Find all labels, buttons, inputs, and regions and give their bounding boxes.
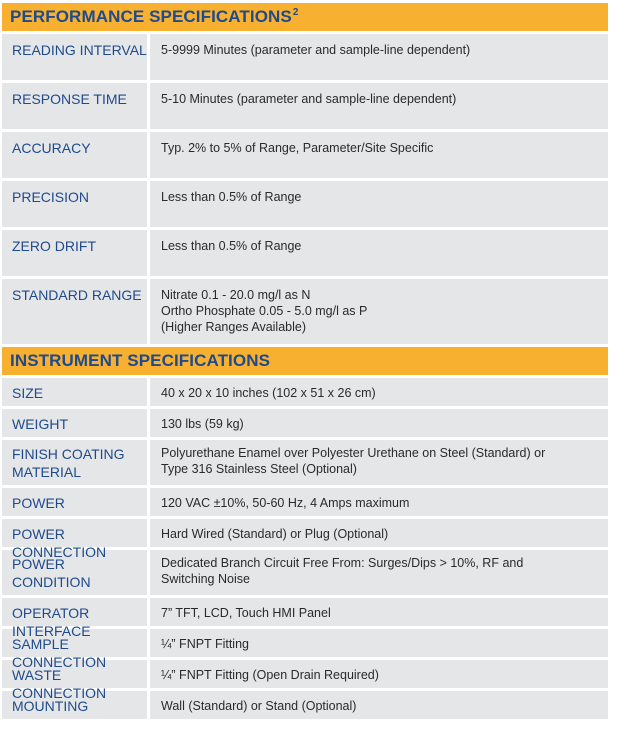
spec-value: [150, 629, 608, 657]
spec-label: OPERATOR INTERFACE: [2, 598, 150, 626]
spec-row-reading-interval: [2, 34, 608, 83]
spec-value-line: Hard Wired (Standard) or Plug (Optional): [161, 527, 389, 541]
spec-value: [150, 519, 608, 547]
spec-label-line: MATERIAL: [12, 464, 81, 480]
spec-value-line: Wall (Standard) or Stand (Optional): [161, 699, 357, 713]
spec-value-line: 40 x 20 x 10 inches (102 x 51 x 26 cm): [161, 386, 376, 400]
spec-row-operator-interface: [2, 598, 608, 639]
spec-row-response-time: [2, 83, 608, 132]
spec-value-line: Less than 0.5% of Range: [161, 190, 302, 204]
spec-value: [150, 230, 608, 276]
footnote-marker: 2: [292, 6, 299, 18]
spec-value-line: Less than 0.5% of Range: [161, 239, 302, 253]
spec-value-line: 5-9999 Minutes (parameter and sample-line dependent): [161, 43, 471, 57]
spec-value-line: Dedicated Branch Circuit Free From: Surges/Dips > 10%, RF and: [161, 556, 524, 570]
spec-row-precision: [2, 181, 608, 230]
spec-label: POWER: [2, 488, 150, 516]
spec-label: [2, 440, 150, 485]
spec-value: [150, 132, 608, 178]
spec-value-line: 120 VAC ±10%, 50-60 Hz, 4 Amps maximum: [161, 496, 410, 510]
spec-value: [150, 83, 608, 129]
spec-row-sample-connection: [2, 629, 608, 670]
spec-value: [150, 409, 608, 437]
spec-value-line: 7” TFT, LCD, Touch HMI Panel: [161, 606, 331, 620]
spec-value: [150, 488, 608, 516]
spec-row-mounting: [2, 691, 608, 722]
spec-label: ZERO DRIFT: [2, 230, 150, 276]
spec-label: RESPONSE TIME: [2, 83, 150, 129]
spec-row-weight: [2, 409, 608, 440]
performance-specifications-header: [2, 3, 608, 34]
spec-value-line: Type 316 Stainless Steel (Optional): [161, 462, 357, 476]
spec-value-line: 5-10 Minutes (parameter and sample-line dependent): [161, 92, 457, 106]
spec-row-accuracy: [2, 132, 608, 181]
spec-label: SAMPLE CONNECTION: [2, 629, 150, 657]
spec-label: WEIGHT: [2, 409, 150, 437]
spec-value-line: Nitrate 0.1 - 20.0 mg/l as N: [161, 288, 311, 302]
spec-label: ACCURACY: [2, 132, 150, 178]
spec-label: WASTE CONNECTION: [2, 660, 150, 688]
spec-value: [150, 279, 608, 344]
spec-value-line: ¼” FNPT Fitting (Open Drain Required): [161, 668, 379, 682]
spec-value: [150, 660, 608, 688]
spec-value-line: Ortho Phosphate 0.05 - 5.0 mg/l as P: [161, 304, 368, 318]
spec-label: POWER CONNECTION: [2, 519, 150, 547]
spec-row-waste-connection: [2, 660, 608, 701]
instrument-specifications-section: [2, 347, 608, 722]
spec-label: READING INTERVAL: [2, 34, 150, 80]
spec-value: [150, 598, 608, 626]
spec-value: [150, 440, 608, 485]
spec-value: [150, 550, 608, 595]
spec-row-finish-coating-material: [2, 440, 608, 488]
spec-value-line: Polyurethane Enamel over Polyester Urethane on Steel (Standard) or: [161, 446, 546, 460]
spec-label: STANDARD RANGE: [2, 279, 150, 344]
spec-label: PRECISION: [2, 181, 150, 227]
spec-value-line: ¼” FNPT Fitting: [161, 637, 249, 651]
spec-value: [150, 378, 608, 406]
instrument-specifications-header: [2, 347, 608, 378]
spec-value-line: 130 lbs (59 kg): [161, 417, 244, 431]
spec-label-line: FINISH COATING: [12, 446, 125, 462]
spec-label: SIZE: [2, 378, 150, 406]
spec-value: [150, 34, 608, 80]
spec-label: MOUNTING: [2, 691, 150, 719]
performance-title: PERFORMANCE SPECIFICATIONS: [10, 7, 292, 26]
spec-value: [150, 181, 608, 227]
spec-label: POWER CONDITION: [2, 550, 150, 595]
spec-value-line: (Higher Ranges Available): [161, 320, 306, 334]
spec-value: [150, 691, 608, 719]
spec-sheet: [2, 3, 608, 722]
spec-row-size: [2, 378, 608, 409]
instrument-title: INSTRUMENT SPECIFICATIONS: [10, 351, 271, 370]
spec-value-line: Typ. 2% to 5% of Range, Parameter/Site Specific: [161, 141, 434, 155]
spec-row-power-connection: [2, 519, 608, 560]
spec-row-power-condition: [2, 550, 608, 598]
spec-row-standard-range: [2, 279, 608, 347]
spec-row-zero-drift: [2, 230, 608, 279]
spec-value-line: Switching Noise: [161, 572, 250, 586]
performance-specifications-section: [2, 3, 608, 347]
spec-row-power: [2, 488, 608, 519]
